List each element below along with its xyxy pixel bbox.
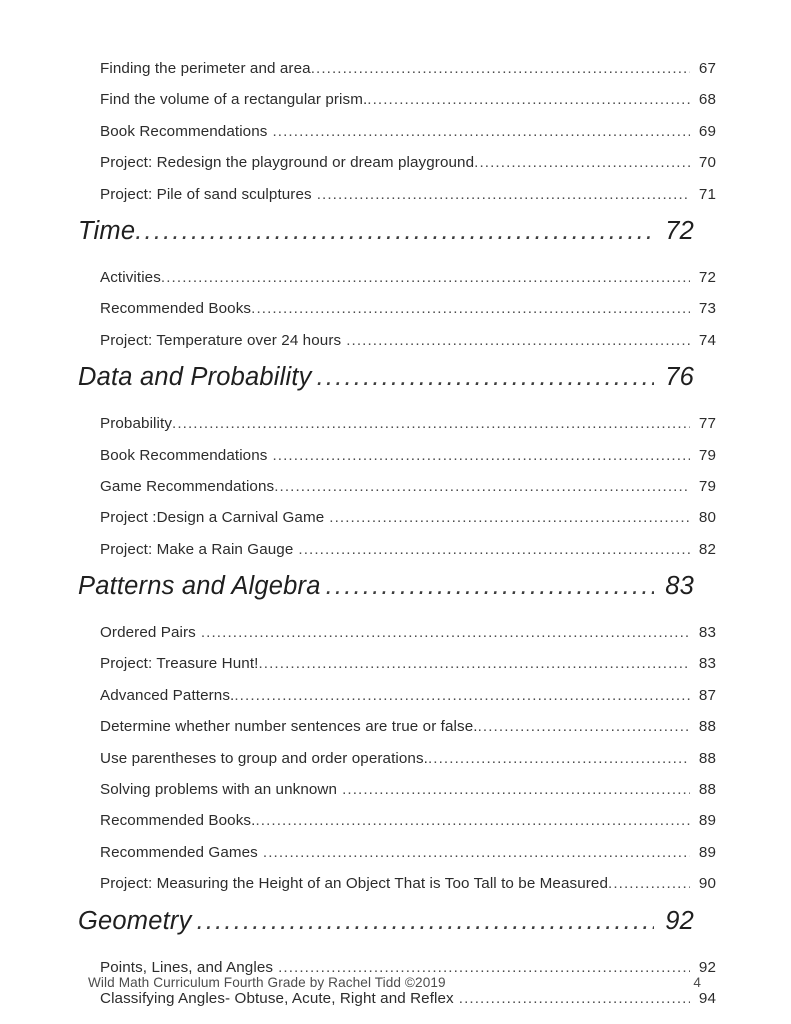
toc-page-number: 83 bbox=[698, 624, 716, 642]
toc-page-number: 79 bbox=[698, 446, 716, 464]
toc-entry-row[interactable] bbox=[78, 300, 716, 331]
toc-entry-title: Probability bbox=[100, 415, 173, 433]
toc-page-number: 87 bbox=[698, 686, 716, 704]
toc-page-number: 89 bbox=[698, 812, 716, 830]
toc-entry-row[interactable] bbox=[78, 415, 716, 446]
toc-page-number: 83 bbox=[665, 572, 694, 601]
footer-copyright-text: Wild Math Curriculum Fourth Grade by Rachel Tidd ©2019 bbox=[88, 975, 446, 990]
toc-entry-list bbox=[78, 60, 716, 1021]
toc-page-number: 82 bbox=[698, 540, 716, 558]
toc-entry-row[interactable] bbox=[78, 332, 716, 363]
toc-page-number: 69 bbox=[698, 122, 716, 140]
toc-page-number: 68 bbox=[698, 91, 716, 109]
toc-entry-title: Finding the perimeter and area bbox=[100, 60, 311, 77]
toc-dot-leader bbox=[342, 781, 690, 798]
toc-entry-row[interactable] bbox=[78, 269, 716, 300]
toc-dot-leader bbox=[298, 541, 690, 558]
toc-page-number: 67 bbox=[698, 60, 716, 77]
toc-page-number: 80 bbox=[698, 509, 716, 527]
toc-entry-title: Project: Pile of sand sculptures bbox=[100, 185, 312, 203]
page-footer bbox=[88, 975, 701, 990]
toc-dot-leader bbox=[251, 300, 690, 317]
toc-page-number: 77 bbox=[698, 415, 716, 433]
toc-entry-row[interactable] bbox=[78, 154, 716, 185]
toc-dot-leader bbox=[367, 91, 690, 108]
toc-entry-row[interactable] bbox=[78, 91, 716, 122]
toc-dot-leader bbox=[346, 332, 690, 349]
toc-page-number: 71 bbox=[698, 185, 716, 203]
toc-entry-row[interactable] bbox=[78, 875, 716, 906]
toc-entry-title: Project: Treasure Hunt! bbox=[100, 655, 259, 673]
toc-entry-row[interactable] bbox=[78, 750, 716, 781]
toc-entry-title: Project: Measuring the Height of an Object That is Too Tall to be Measured bbox=[100, 875, 609, 893]
toc-entry-row[interactable] bbox=[78, 990, 716, 1021]
toc-page-number: 89 bbox=[698, 843, 716, 861]
toc-dot-leader bbox=[317, 363, 654, 392]
toc-entry-title: Use parentheses to group and order operations. bbox=[100, 749, 428, 767]
toc-page-number: 73 bbox=[698, 300, 716, 318]
toc-page-number: 92 bbox=[665, 906, 694, 935]
toc-entry-title: Recommended Books. bbox=[100, 812, 256, 830]
toc-dot-leader bbox=[258, 655, 690, 672]
toc-entry-row[interactable] bbox=[78, 123, 716, 154]
toc-entry-title: Recommended Books bbox=[100, 300, 252, 318]
toc-entry-title: Game Recommendations bbox=[100, 477, 275, 495]
toc-section-heading-row[interactable] bbox=[78, 572, 694, 624]
toc-entry-title: Project: Temperature over 24 hours bbox=[100, 331, 342, 349]
toc-page-number: 94 bbox=[698, 989, 716, 1007]
toc-dot-leader bbox=[197, 907, 654, 936]
toc-entry-row[interactable] bbox=[78, 624, 716, 655]
toc-dot-leader bbox=[201, 624, 690, 641]
toc-entry-title: Book Recommendations bbox=[100, 446, 268, 464]
toc-page-number: 88 bbox=[698, 749, 716, 767]
toc-dot-leader bbox=[263, 844, 690, 861]
toc-page-number: 70 bbox=[698, 154, 716, 172]
toc-dot-leader bbox=[172, 415, 690, 432]
toc-entry-row[interactable] bbox=[78, 844, 716, 875]
toc-entry-row[interactable] bbox=[78, 655, 716, 686]
toc-entry-title: Project :Design a Carnival Game bbox=[100, 509, 325, 527]
toc-page-number: 74 bbox=[698, 331, 716, 349]
toc-entry-row[interactable] bbox=[78, 447, 716, 478]
toc-dot-leader bbox=[428, 750, 690, 767]
toc-page-number: 79 bbox=[698, 477, 716, 495]
toc-dot-leader bbox=[135, 217, 654, 246]
toc-section-title: Time bbox=[78, 216, 136, 245]
toc-dot-leader bbox=[311, 60, 690, 77]
toc-entry-row[interactable] bbox=[78, 478, 716, 509]
toc-dot-leader bbox=[326, 572, 654, 601]
toc-entry-title: Project: Redesign the playground or dream playground bbox=[100, 154, 475, 172]
toc-page-number: 76 bbox=[665, 363, 694, 392]
toc-entry-row[interactable] bbox=[78, 718, 716, 749]
toc-entry-title: Book Recommendations bbox=[100, 122, 268, 140]
toc-entry-title: Advanced Patterns. bbox=[100, 686, 235, 704]
toc-section-heading-row[interactable] bbox=[78, 217, 694, 269]
toc-dot-leader bbox=[255, 812, 690, 829]
toc-section-heading-row[interactable] bbox=[78, 907, 694, 959]
toc-entry-title: Determine whether number sentences are true or false. bbox=[100, 718, 478, 736]
toc-dot-leader bbox=[234, 687, 690, 704]
toc-dot-leader bbox=[329, 509, 690, 526]
toc-dot-leader bbox=[161, 269, 690, 286]
toc-page-number: 72 bbox=[698, 268, 716, 286]
toc-entry-row[interactable] bbox=[78, 186, 716, 217]
toc-page-number: 88 bbox=[698, 718, 716, 736]
toc-page-number: 83 bbox=[698, 655, 716, 673]
toc-section-title: Geometry bbox=[78, 906, 192, 935]
toc-page-number: 92 bbox=[698, 958, 716, 976]
toc-dot-leader bbox=[272, 123, 690, 140]
toc-entry-title: Solving problems with an unknown bbox=[100, 781, 338, 799]
toc-dot-leader bbox=[274, 478, 690, 495]
toc-entry-title: Recommended Games bbox=[100, 843, 258, 861]
toc-entry-title: Activities bbox=[100, 268, 161, 286]
toc-entry-title: Project: Make a Rain Gauge bbox=[100, 540, 294, 558]
footer-page-number: 4 bbox=[693, 975, 701, 990]
toc-section-title: Patterns and Algebra bbox=[78, 572, 321, 601]
toc-entry-row[interactable] bbox=[78, 812, 716, 843]
toc-dot-leader bbox=[317, 186, 690, 203]
toc-section-heading-row[interactable] bbox=[78, 363, 694, 415]
toc-dot-leader bbox=[278, 959, 690, 976]
toc-entry-title: Find the volume of a rectangular prism. bbox=[100, 91, 368, 109]
toc-entry-title: Classifying Angles- Obtuse, Acute, Right and Reflex bbox=[100, 989, 454, 1007]
toc-entry-row[interactable] bbox=[78, 541, 716, 572]
toc-entry-row[interactable] bbox=[78, 509, 716, 540]
toc-dot-leader bbox=[272, 447, 690, 464]
toc-entry-row[interactable] bbox=[78, 687, 716, 718]
toc-page-number: 90 bbox=[698, 875, 716, 893]
toc-entry-title: Ordered Pairs bbox=[100, 624, 196, 642]
toc-entry-row[interactable] bbox=[78, 781, 716, 812]
toc-entry-title: Points, Lines, and Angles bbox=[100, 958, 274, 976]
toc-dot-leader bbox=[474, 154, 690, 171]
toc-dot-leader bbox=[478, 718, 690, 735]
toc-entry-row[interactable] bbox=[78, 60, 716, 91]
toc-dot-leader bbox=[608, 875, 690, 892]
toc-page-number: 72 bbox=[665, 216, 694, 245]
toc-page-number: 88 bbox=[698, 781, 716, 799]
toc-section-title: Data and Probability bbox=[78, 363, 312, 392]
toc-dot-leader bbox=[459, 990, 690, 1007]
